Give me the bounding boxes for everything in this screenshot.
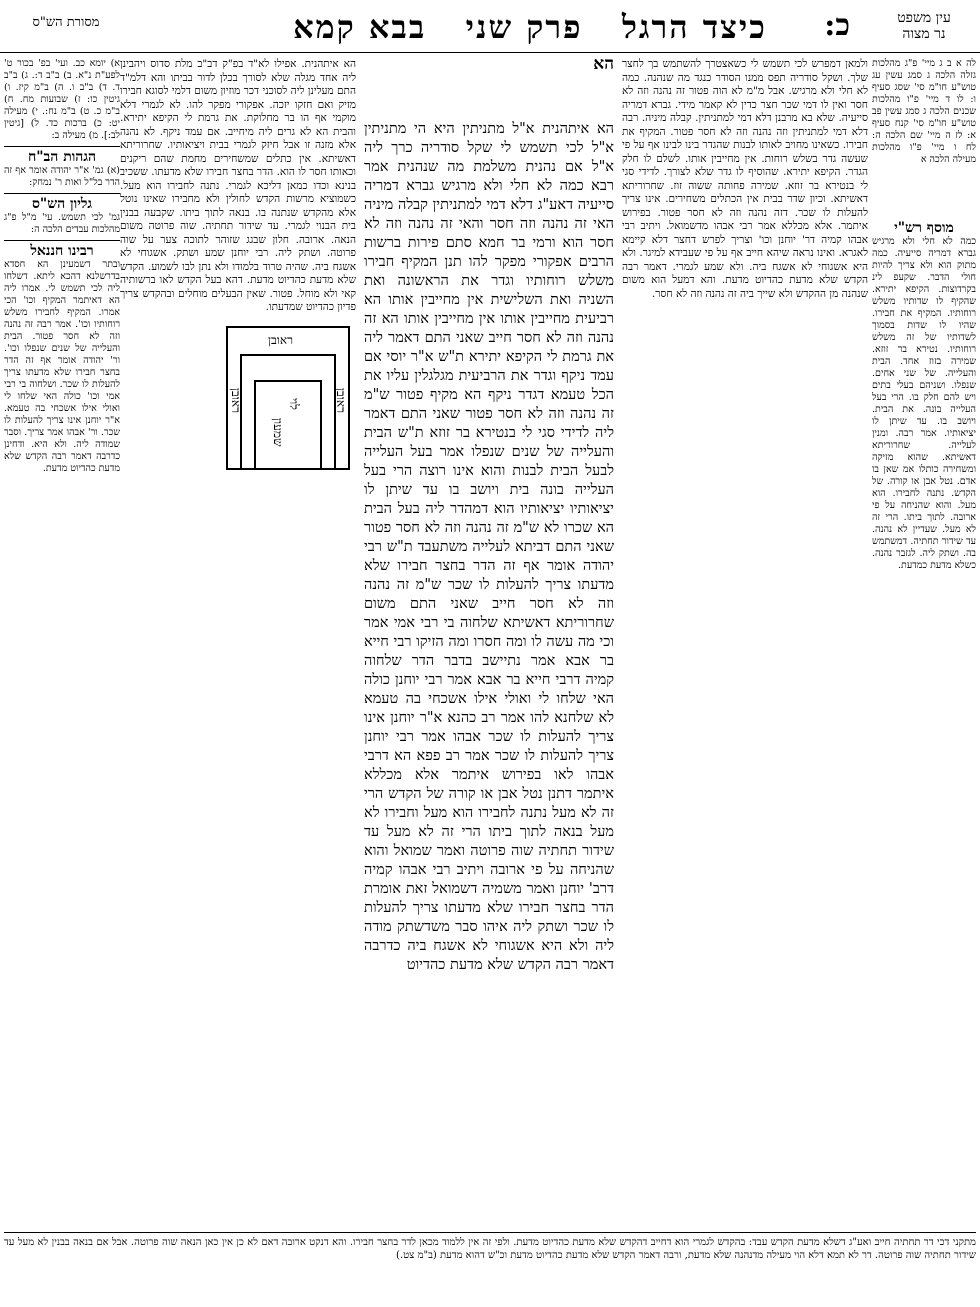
separator	[4, 240, 120, 241]
mesoret-text: א) יומא כב. ועי' בפ' בכור ט' לפע"ת נ"א. ב) ב"ב ד:. ג) ב"ב ד. ד) ב"ב ו. ה) ב"מ קיז. ו) גיטין כו: ז) שבועות מח. ח) ב"מ כ. ט) ב"מ נח:. י) מעילה יט: כ) ברכות כד. ל) [גיטין לב:]. מ) מעילה ב:	[4, 58, 120, 141]
ein-mishpat-column	[872, 58, 976, 198]
ein-mishpat-header: עין משפט נר מצוה	[897, 10, 951, 42]
bottom-commentary	[4, 1232, 976, 1306]
rashi-column	[120, 58, 356, 1278]
rashi-top-block	[364, 54, 614, 116]
gilyon-text: גמ' לכי תשמש. עי' מ"ל פ"ג מהלכות עבדים הלכה ה:	[4, 212, 120, 235]
separator	[4, 193, 120, 194]
mesoret-header: מסורת הש"ס	[32, 15, 100, 30]
page-header	[0, 6, 980, 48]
diagram-label-right: ראובן	[334, 388, 348, 414]
rashi-lead-word: הא	[593, 54, 614, 74]
diagram-label-top: ראובן	[268, 333, 294, 347]
rashi-text: הא איתהנית. אפילו לא"ד בפ"ק דב"ב מלת סדוס ויהבינן ליה אחד מגלה שלא לסורך בכלן לדור בביתו והא דלמ"ד התם מעלינן ליה לסוכני דכר מוזיון משום דלמי לסוגא חבירו מזיק ואם חזקו יזכה. אפקורי מפקר להו. לא לגמרי דלא מוקמי אף הו בר מחלוקת. את גרמת לי הקיפא יתירא. והבית הא לא גרים ליה מיחייב. אם עמד ניקף. לא נהנה אלא מזנה זו אבל חיזק לגמרי בבית ויציאותיו. שחרוריתא דאשיתא. אין כתלים שמשחירים מחמת שהם ריקנים וכאותו חסר לו הוא. הדר בחצר חבירו שלא מדעתו. ששכיב בנינא וכדו כמאן דליכא לגמרי. נתנה לחבירו הוא מעל. כשמוציא מרשות הקדש לחולין ולא מחבירו שאינו נוטל אלא מהקדש שנתנה בו. בנאה לתוך ביתו. שקבעה בבנין בית הבנוי לגמרי. עד שידור תחתיה. שוה פרוטה משום הנאה. ארובה. חלון שבגג שזוהר לתוכה צער על שוה פרוטה. ושתק ליה. רבי יוחנן שמע ושתק. אשגוחי לא אשגח ביה. שהיה טרוד בלמודו ולא נתן לבו לשמוע. הקדש שלא מדעת כהדיוט מדעת. דהא בעל הקדש לאו ברשותיה קאי ולא מוחל. פטור. שאין הבעלים מוחלים ובהקדש צריך פדיון כהדיוט שמדעתו.	[120, 58, 356, 313]
ein-mishpat-text: לה א ב ג מיי' פ"ג מהלכות גזלה הלכה ג סמג עשין עג טוש"ע חו"מ סי' שסג סעיף ו: לו ד מיי' פ"ו מהלכות שכנים הלכה ג סמג עשין פב טוש"ע חו"מ סי' קנח סעיף א: לז ה מיי' שם הלכה ה: לח ו מיי' פ"ו מהלכות מעילה הלכה א	[872, 58, 976, 165]
musaf-rashi-text: כמה לא חלי ולא מרגיש גברא דמריה סייעיה. כמה מתוק הוא ולא צריך להיות חולי הדבר. שקעפ לינ בקרדוצות. הקיפא יתירא. שהקיף לו שדותיו משלש רוחותיו. המקיף את חבירו. שהיו לו שדות בסמוך לשדותיו של זה משלש רוחותיו. נטירא בר זוזא. שמירה בזוז אחד. הבית והעלייה. של שני אחים. שנפלו. ושניהם בעלי בתים ויש להם חלק בו. הרי בעל העלייה בונה. את הבית. ויושב בו. עד שיתן לו יציאותיו. אמר רבה. ומנין לעלייה. שחרוריתא דאשיתא. שהוא מזיקה ומשחירה כותלו אמ שאן בו אדם. נטל אבן או קורה. של הקדש. נתנה לחבירו. הוא מעל. והוא שהניחה על פי ארובה. לתוך ביתו. הרי זה לא מעל. שעדיין לא נהנה. עד שידור תחתיה. דמשתמש בה. ושתק ליה. לגזבר נהנה. כשלא מדעת כמדעת.	[872, 236, 976, 571]
page-title: כיצד הרגל פרק שני בבא קמא	[293, 8, 767, 46]
separator	[4, 146, 120, 147]
header-rule	[0, 52, 980, 53]
gemara-column	[364, 120, 614, 973]
diagram-label-inner: לוי	[287, 398, 301, 410]
tosafot-column	[622, 58, 868, 1278]
diagram-core-frame	[254, 380, 322, 468]
bottom-text: מתקני דכי דר תחתיה חייב ואע"ג דשלא מדעת הקדש עבד: בהקדש לגמרי הוא דחייב דהקדש שלא מדעת כהדיוט מדעת. ולפי זה אין ללמוד מכאן לדר בחצר חבירו. והא דנקט ארובה דאם לא כן אין כאן הנאה שוה פרוטה. אבל אם בנאה בבנין לא מעל עד שידור תחתיה שוה פרוטה. דר לא תמא דלא הוי מעילה מדנהנה שלא מדעת, ורבה דאמר הקדש שלא מדעת כהדיוט מדעת וכ"ש דהוא מדעת (ב"מ צט.)	[4, 1237, 976, 1261]
daf-number: כ:	[824, 8, 850, 43]
chananel-title: רבינו חננאל	[30, 243, 94, 259]
tosafot-text: ולמאן דמפרש לכי תשמש לי כשאצטרך להשתמש בך לחצר שלך. ושקל סודריה תפס ממנו הסודר כנגד מה שנהנה. כמה לא חלי ולא מרגיש. אבל מ"מ לא הוה פטור זה נהנה וזה לא חסר ואין לו דמי שכר חצר כדין לא קאמר מידי. גברא דמריה סייעיה. שלא בא מרבנן דלא דמי למתניתין. קבלה מיניה. רבה דלא דמי למתניתין וזה נהנה וזה לא חסר פטור. המקיף את חבירו. כשאינו מחויב לאותו לבנות שהגדר בינו לבינו אף על פי שעשה גדר בשלש רוחות. אין מחייבין אותו. לשלם לו חלק הגדר. הקיפא יתירא. שהוסיף לו גדר שלא לצורך. לדידי סגי לי בנטירא בר זוזא. שמירה פחותה ששוה זוז. שחרוריתא דאשיתא. וכיון שדר בבית אין הכתלים משחירים. אינו צריך להעלות לו שכר. דזה נהנה וזה לא חסר פטור. בפירוש איתמר. אלא מכללא אמר רבי אבהו מדשמואל. ויתיב רבי אבהו קמיה דר' יוחנן וכו' וצריך לפרש דחצר דלא קיימא לאגרא. ואינו נראה שיהא חייב אף על פי שעבידא למיגר. ולא היא אשגוחי לא אשגח ביה. ולא שמע לגמרי. דאמר רבה הקדש שלא מדעת כהדיוט מדעת. והא דמעל הוא משום שנהנה מן ההקדש ולא שייך ביה זה נהנה וזה לא חסר.	[622, 58, 868, 300]
gemara-text: הא איתהנית א"ל מתניתין היא הי מתניתין א"ל לכי תשמש לי שקל סודריה כרך ליה א"ל אם נהנית משלמת מה שנהנית אמר רבא כמה לא חלי ולא מרגיש גברא דמריה סייעיה דאע"ג דלא דמי למתניתין קבלה מיניה האי זה נהנה וזה חסר והאי זה נהנה וזה לא חסר הוא ורמי בר חמא סתם פירות ברשות הרבים אפקורי מפקר להו תנן המקיף חבירו משלש רוחותיו וגדר את הראשונה ואת השניה ואת השלישית אין מחייבין אותו הא רביעית מחייבין אותו אין מחייבין אותו הא זה נהנה וזה לא חסר חייב שאני התם דאמר ליה את גרמת לי הקיפא יתירא ת"ש א"ר יוסי אם עמד ניקף וגדר את הרביעית מגלגלין עליו את הכל טעמא דגדר ניקף הא מקיף פטור ש"מ זה נהנה וזה לא חסר פטור שאני התם דאמר ליה לדידי סגי לי בנטירא בר זוזא ת"ש הבית והעלייה של שנים שנפלו אמר בעל העלייה לבעל הבית לבנות והוא אינו רוצה הרי בעל העלייה בונה בית ויושב בו עד שיתן לו יציאותיו יציאותיו הוא דמהדר ליה בעל הבית הא שכרו לא ש"מ זה נהנה וזה לא חסר פטור שאני התם דביתא לעלייה משתעבד ת"ש רבי יהודה אומר אף זה הדר בחצר חבירו שלא מדעתו צריך להעלות לו שכר ש"מ זה נהנה וזה לא חסר חייב שאני התם משום שחרוריתא דאשיתא שלחוה בי רבי אמי אמר וכי מה עשה לו ומה חסרו ומה הזיקו רבי חייא בר אבא אמר נתיישב בדבר הדר שלחוה קמיה דרבי חייא בר אבא אמר רבי יוחנן כולה האי שלחו לי ואולי אילו אשכחי בה טעמא לא שלחנא להו אמר רב כהנא א"ר יוחנן אינו צריך להעלות לו שכר אבהו אמר רבי יוחנן צריך להעלות לו שכר אמר רב פפא הא דרבי אבהו לאו בפירוש איתמר אלא מכללא איתמר דתנן נטל אבן או קורה של הקדש הרי זה לא מעל נתנה לחבירו הוא מעל וחבירו לא מעל בנאה לתוך ביתו הרי זה לא מעל עד שידור תחתיה שוה פרוטה ואמר שמואל והוא שהניחה על פי ארובה ויתיב רבי אבהו קמיה דרב' יוחנן ואמר משמיה דשמואל זאת אומרת הדר בחצר חבירו שלא מדעתו צריך להעלות לו שכר ושתק ליה איהו סבר משדשתק מודה ליה ולא היא אשגוחי לא אשגח ביה כדרבה דאמר רבה הקדש שלא מדעת כהדיוט	[364, 121, 614, 973]
chananel-text: ובתר דשמעינן הא חסדא בדרשלנא דהכא ליתא. דשלחו ליה לכי תשמש לי. אמרו ליה הא דאיתמר המקיף וכו' הכי אמרו. המקיף לחבירו משלש רוחותיו וכו'. אמר רבה זה נהנה וזה לא חסר פטור. הבית והעלייה של שנים שנפלו וכו'. ור' יהודה אומר אף זה הדר בחצר חבירו שלא מדעתו צריך להעלות לו שכר. ושלחוה בי רבי אמי וכו' כולה האי שלחו לי ואולי אילו אשכחי בה טעמא. א"ר יוחנן אינו צריך להעלות לו שכר. ור' אבהו אמר צריך. וסבר שמודה ליה. ולא היא. ודחינן כדרבה דאמר רבה הקדש שלא מדעת כהדיוט מדעת.	[4, 259, 120, 474]
hagahot-title: הגהות הב"ח	[27, 149, 97, 165]
hagahot-text: (א) גמ' א"ר יהודה אומר אף זה הדר בל"ל ואות ר' נמחק:	[4, 165, 120, 188]
margin-left-column	[4, 58, 120, 1278]
diagram-label-center: שמעון	[271, 418, 285, 447]
field-diagram	[226, 326, 350, 470]
gilyon-title: גליון הש"ס	[31, 196, 93, 212]
musaf-rashi-column	[872, 218, 976, 1288]
musaf-rashi-title: מוסף רש"י	[894, 220, 954, 236]
diagram-label-left: ראובן	[229, 388, 243, 414]
